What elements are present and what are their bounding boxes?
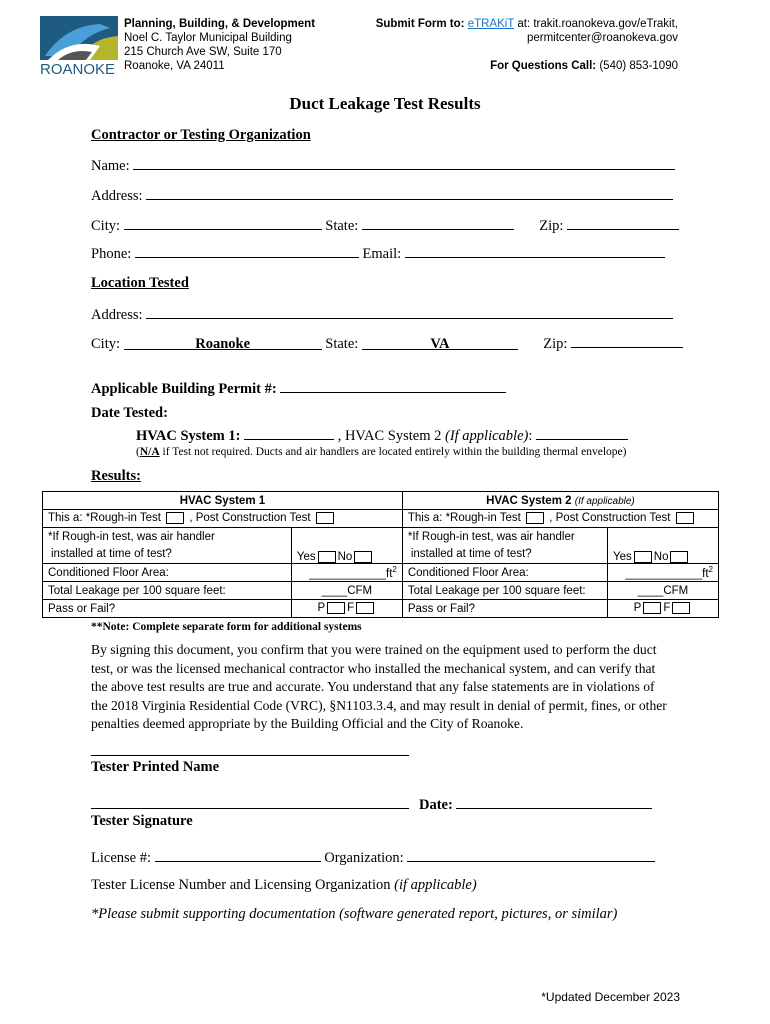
sys2-leakage-field[interactable]: ____CFM bbox=[608, 582, 719, 600]
sys1-pass-fail-label: Pass or Fail? bbox=[43, 600, 292, 618]
sys2-pass-fail-label: Pass or Fail? bbox=[402, 600, 607, 618]
contractor-name-field[interactable]: Name: bbox=[91, 156, 675, 175]
location-city-state-zip[interactable]: City: Roanoke State: VA Zip: bbox=[91, 334, 683, 353]
submit-label: Submit Form to: bbox=[375, 18, 465, 30]
sys2-floor-area-field[interactable]: $\_\_\_\_\_\_\_\_\_\_\_\_ft^2$ bbox=[608, 564, 719, 582]
license-note: Tester License Number and Licensing Organization (if applicable) bbox=[91, 877, 477, 893]
sys1-leakage-field[interactable]: ____CFM bbox=[291, 582, 402, 600]
sys1-no-checkbox[interactable] bbox=[354, 551, 372, 563]
submit-url: at: trakit.roanokeva.gov/eTrakit, bbox=[517, 18, 678, 30]
sys2-rough-in-checkbox[interactable] bbox=[526, 512, 544, 524]
sys1-yes-checkbox[interactable] bbox=[318, 551, 336, 563]
sys1-fail-checkbox[interactable] bbox=[356, 602, 374, 614]
sys2-fail-checkbox[interactable] bbox=[672, 602, 690, 614]
contractor-city-state-zip[interactable]: City: State: Zip: bbox=[91, 216, 679, 235]
certification-statement: By signing this document, you confirm that you were trained on the equipment used to perform the duct test, or was the licensed mechanical contractor who installed the mechanical system, and can verify that the above test results are true and accurate. You understand that any false statements are in violations of the 2018 Virginia Residential Code (VRC), §N1103.3.4, and may result in denial of permit, fines, or other penalties deemed appropriate by the Building Official and the City of Roanoke. bbox=[91, 642, 667, 731]
permit-field[interactable]: Applicable Building Permit #: bbox=[91, 379, 506, 398]
results-heading: Results: bbox=[91, 468, 141, 484]
page-title: Duct Leakage Test Results bbox=[289, 94, 481, 113]
sys1-header: HVAC System 1 bbox=[43, 492, 403, 510]
sys1-leakage-label: Total Leakage per 100 square feet: bbox=[43, 582, 292, 600]
sys2-floor-area-label: Conditioned Floor Area: bbox=[402, 564, 607, 582]
sys2-pass-checkbox[interactable] bbox=[643, 602, 661, 614]
etrakit-link[interactable]: eTRAKiT bbox=[467, 18, 515, 30]
city-address: Roanoke, VA 24011 bbox=[124, 60, 225, 72]
signature-label: Tester Signature bbox=[91, 813, 193, 829]
contractor-address-field[interactable]: Address: bbox=[91, 186, 673, 205]
date-tested-heading: Date Tested: bbox=[91, 405, 168, 421]
sys1-pass-checkbox[interactable] bbox=[327, 602, 345, 614]
sys1-test-type: This a: *Rough-in Test , Post Construction Test bbox=[43, 510, 403, 528]
sys2-test-type: This a: *Rough-in Test , Post Construction Test bbox=[402, 510, 718, 528]
updated-date: *Updated December 2023 bbox=[541, 990, 680, 1004]
sys1-floor-area-field[interactable]: $\_\_\_\_\_\_\_\_\_\_\_\_ft^2$ bbox=[291, 564, 402, 582]
dept-name: Planning, Building, & Development bbox=[124, 18, 316, 30]
logo-text: ROANOKE bbox=[40, 61, 116, 78]
license-org-fields[interactable]: License #: Organization: bbox=[91, 848, 655, 867]
printed-name-label: Tester Printed Name bbox=[91, 759, 220, 775]
contractor-heading: Contractor or Testing Organization bbox=[91, 127, 311, 143]
na-note: (N/A if Test not required. Ducts and air handlers are located entirely within the building thermal envelope) bbox=[136, 446, 627, 458]
questions-label: For Questions Call: bbox=[490, 60, 597, 72]
sys2-header: HVAC System 2 (If applicable) bbox=[402, 492, 718, 510]
street-address: 215 Church Ave SW, Suite 170 bbox=[124, 46, 282, 58]
date-tested-fields[interactable]: HVAC System 1: , HVAC System 2 (If applicable): bbox=[136, 426, 628, 445]
sys1-rough-in-checkbox[interactable] bbox=[166, 512, 184, 524]
location-heading: Location Tested bbox=[91, 275, 189, 291]
date-field[interactable]: Date: bbox=[419, 795, 652, 814]
location-address-field[interactable]: Address: bbox=[91, 305, 673, 324]
questions-phone: (540) 853-1090 bbox=[599, 60, 678, 72]
sys2-post-construction-checkbox[interactable] bbox=[676, 512, 694, 524]
submit-email[interactable]: permitcenter@roanokeva.gov bbox=[526, 32, 678, 44]
signature-line[interactable] bbox=[91, 808, 409, 809]
building-name: Noel C. Taylor Municipal Building bbox=[124, 32, 292, 44]
results-table: HVAC System 1 HVAC System 2 (If applicable) This a: *Rough-in Test , Post Construction Test This a: *Rough-in Test , Post Construction Test *If Rough-in test, was air handler installed at time of test? Yes No *If Rough-in test, was air handler installed at time of test? Yes No Conditioned Floor Area: $\_\_\_\_\_\_\_\_\_\_\_\_ft^2$ Conditioned Floor Area: $\_\_\_\_\_\_\_\_\_\_\_\_ft^2$ Total Leakage per 100 square feet: ____CFM Total Leakage per 100 square feet: ____CFM Pass or Fail? P F Pass or Fail? P F bbox=[42, 491, 719, 618]
sys2-air-handler-question: *If Rough-in test, was air handler installed at time of test? bbox=[402, 528, 607, 564]
sys1-air-handler-question: *If Rough-in test, was air handler installed at time of test? bbox=[43, 528, 292, 564]
supporting-docs-note: *Please submit supporting documentation (software generated report, pictures, or similar) bbox=[91, 906, 618, 922]
sys1-post-construction-checkbox[interactable] bbox=[316, 512, 334, 524]
sys1-floor-area-label: Conditioned Floor Area: bbox=[43, 564, 292, 582]
contractor-phone-email[interactable]: Phone: Email: bbox=[91, 244, 665, 263]
sys2-leakage-label: Total Leakage per 100 square feet: bbox=[402, 582, 607, 600]
additional-systems-note: **Note: Complete separate form for additional systems bbox=[91, 621, 362, 633]
roanoke-logo-icon bbox=[40, 16, 118, 60]
printed-name-line[interactable] bbox=[91, 755, 409, 756]
sys2-yes-checkbox[interactable] bbox=[634, 551, 652, 563]
sys2-no-checkbox[interactable] bbox=[670, 551, 688, 563]
